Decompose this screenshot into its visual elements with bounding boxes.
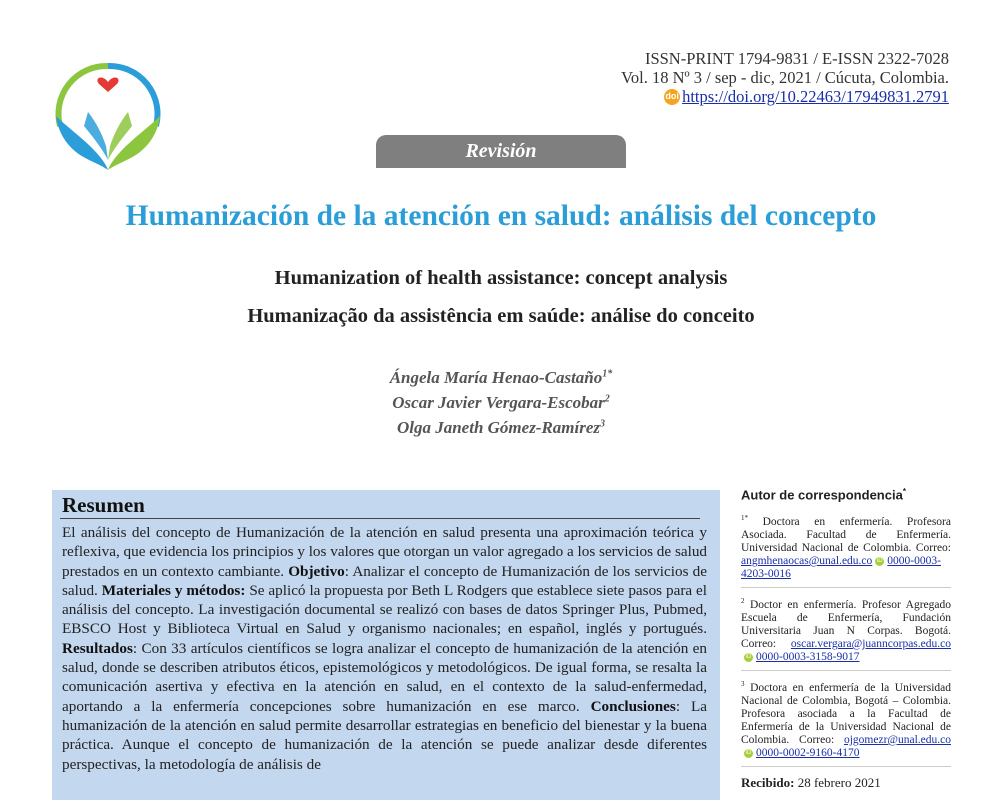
article-title-english: Humanization of health assistance: concept analysis: [274, 267, 728, 289]
author-name: Ángela María Henao-Castaño: [389, 368, 603, 387]
author-2: [0, 393, 1002, 413]
abstract-conclusions: : La humanización de la atención en salud permite desarrollar estrategias en beneficio del bienestar y la buena práctica. Aunque el concepto de humanización de la atención se puede analizar desde diferentes perspectivas, la metodología de análisis de: [62, 697, 707, 773]
email-link[interactable]: ojgomezr@unal.edu.co: [843, 733, 951, 746]
orcid-link[interactable]: 0000-0002-9160-4170: [756, 746, 860, 759]
affiliation-sup: 3: [741, 679, 745, 688]
doi-line: [621, 87, 949, 106]
volume-line: Vol. 18 Nº 3 / sep - dic, 2021 / Cúcuta, Colombia.: [621, 68, 949, 87]
author-affiliation-sup: 1*: [602, 368, 613, 380]
orcid-icon: iD: [745, 653, 752, 660]
abstract-methods: Se aplicó la propuesta por Beth L Rodgers que establece siete pasos para el análisis del concepto. La investigación documental se realizó con bases de datos Springer Plus, Pubmed, EBSCO Host y Biblioteca Virtual en Salud y organismo nacionales; en español, inglés y portugués.: [62, 581, 707, 638]
affiliation-sup: 2: [741, 597, 745, 606]
affiliation-text: Doctor en enfermería. Profesor Agregado Escuela de Enfermería, Fundación Universitaria Juan N Corpas. Bogotá. Correo:: [741, 598, 951, 650]
abstract-objective: : Analizar el concepto de Humanización de los servicios de salud.: [62, 562, 707, 599]
author-3: [0, 418, 1002, 438]
author-1: [0, 368, 1002, 388]
correspondence-heading: [741, 487, 951, 502]
orcid-link[interactable]: 0000-0003-3158-9017: [756, 650, 860, 663]
objective-label: Objetivo: [288, 562, 345, 580]
conclusions-label: Conclusiones: [590, 697, 676, 715]
author-affiliation-sup: 3: [600, 418, 606, 430]
email-link[interactable]: angmhenaocas@unal.edu.co: [741, 555, 873, 568]
issn-line: ISSN-PRINT 1794-9831 / E-ISSN 2322-7028: [644, 49, 949, 68]
affiliation-2: [741, 595, 951, 671]
abstract-box: [52, 490, 720, 800]
abstract-heading: Resumen: [62, 493, 145, 517]
received-label: Recibido:: [741, 774, 795, 790]
doi-badge-icon: doi: [664, 89, 680, 105]
orcid-icon: iD: [876, 558, 883, 565]
article-title-portuguese: Humanização da assistência em saúde: análise do conceito: [247, 305, 755, 327]
abstract-divider: [60, 518, 700, 519]
email-link[interactable]: oscar.vergara@juanncorpas.edu.co: [790, 637, 951, 650]
article-title-spanish: Humanización de la atención en salud: análisis del concepto: [125, 200, 877, 232]
author-name: Olga Janeth Gómez-Ramírez: [396, 418, 601, 437]
correspondence-sidebar: [741, 487, 951, 791]
correspondence-heading-sup: *: [902, 487, 906, 496]
abstract-intro: El análisis del concepto de Humanización de la atención en salud presenta una aproximación teórica y reflexiva, que evidencia los principios y los valores que otorgan un valor agregado a los servicios de salud prestados en un contexto cambiante.: [62, 524, 708, 580]
orcid-link[interactable]: 0000-0003-4203-0016: [741, 555, 941, 581]
journal-logo: [52, 56, 164, 172]
received-value: 28 febrero 2021: [794, 774, 881, 790]
abstract-results: : Con 33 artículos científicos se logra analizar el concepto de humanización de la atención en salud, donde se describen atributos éticos, epistemológicos y metodológicos. De igual forma, se resalta la comunicación asertiva y efectiva en la atención en salud, en el contexto de la salud-enfermedad, aportando a la enfermería concepciones sobre humanización en ese marco.: [62, 639, 707, 715]
orcid-icon: iD: [745, 749, 752, 756]
received-date: [741, 775, 951, 791]
doi-link[interactable]: https://doi.org/10.22463/17949831.2791: [682, 87, 949, 106]
author-affiliation-sup: 2: [604, 393, 610, 405]
correspondence-heading-text: Autor de correspondencia: [741, 487, 903, 503]
abstract-body: [62, 523, 707, 774]
section-label: Revisión: [376, 135, 626, 168]
journal-info: [621, 49, 949, 106]
affiliation-3: [741, 678, 951, 767]
affiliation-text: Doctora en enfermería. Profesora Asociada. Facultad de Enfermería. Universidad Nacional de Colombia. Correo:: [741, 516, 951, 555]
affiliation-1: [741, 512, 951, 588]
author-name: Oscar Javier Vergara-Escobar: [392, 393, 605, 412]
results-label: Resultados: [62, 639, 133, 657]
methods-label: Materiales y métodos:: [101, 581, 246, 599]
affiliation-sup: 1*: [741, 514, 748, 523]
affiliation-text: Doctora en enfermería de la Universidad Nacional de Colombia, Bogotá – Colombia. Profesora asociada a la Facultad de Enfermería de la Universidad Nacional de Colombia. Correo:: [741, 681, 951, 746]
